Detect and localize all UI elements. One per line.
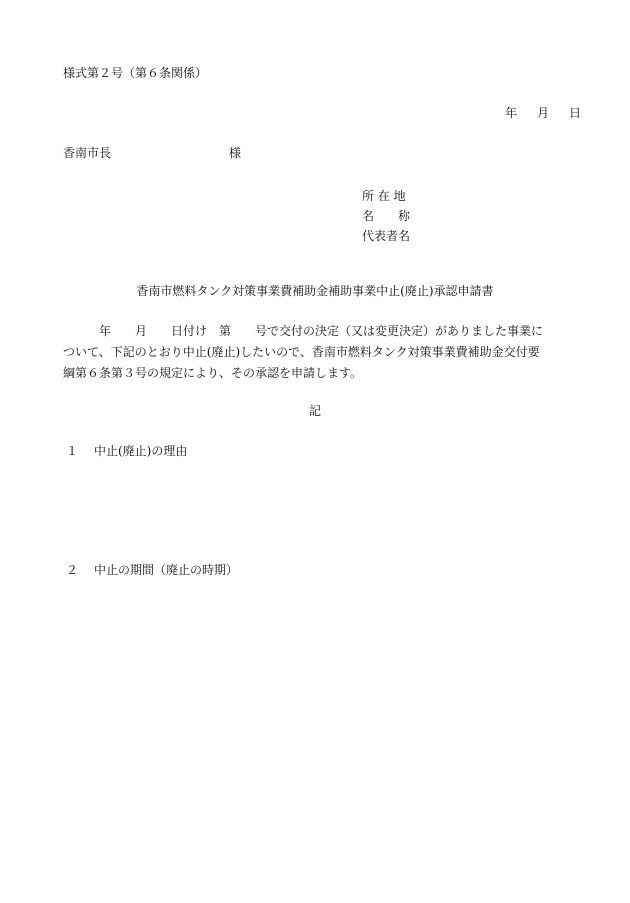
- body-line-1: 年 月 日付け 第 号で交付の決定（又は変更決定）がありました事業に: [63, 324, 544, 338]
- document-title: 香南市燃料タンク対策事業費補助金補助事業中止(廃止)承認申請書: [136, 284, 494, 298]
- addressee: [63, 147, 241, 159]
- date-month-label: 月: [536, 106, 549, 120]
- date-year-label: 年: [504, 106, 517, 120]
- item-number: ２: [66, 563, 79, 577]
- item-reason: [66, 445, 187, 457]
- item-period: [66, 564, 238, 576]
- addressee-honorific: 様: [229, 146, 242, 160]
- form-number: 様式第２号（第６条関係）: [63, 66, 208, 80]
- body-line-3: 綱第６条第３号の規定により、その承認を申請します。: [63, 366, 363, 380]
- applicant-address-label: 所 在 地: [362, 189, 406, 203]
- body-line-2: ついて、下記のとおり中止(廃止)したいので、香南市燃料タンク対策事業費補助金交付要: [63, 345, 540, 359]
- applicant-name-label: 名 称: [362, 209, 411, 223]
- date-line: [505, 107, 581, 119]
- ki-heading: 記: [308, 404, 321, 418]
- item-label: 中止(廃止)の理由: [94, 444, 188, 458]
- applicant-representative-label: 代表者名: [362, 229, 411, 243]
- date-day-label: 日: [568, 106, 581, 120]
- applicant-block: [362, 186, 410, 246]
- item-label: 中止の期間（廃止の時期）: [94, 563, 239, 577]
- body-paragraph: [63, 321, 583, 384]
- item-number: １: [66, 444, 79, 458]
- addressee-name: 香南市長: [63, 146, 112, 160]
